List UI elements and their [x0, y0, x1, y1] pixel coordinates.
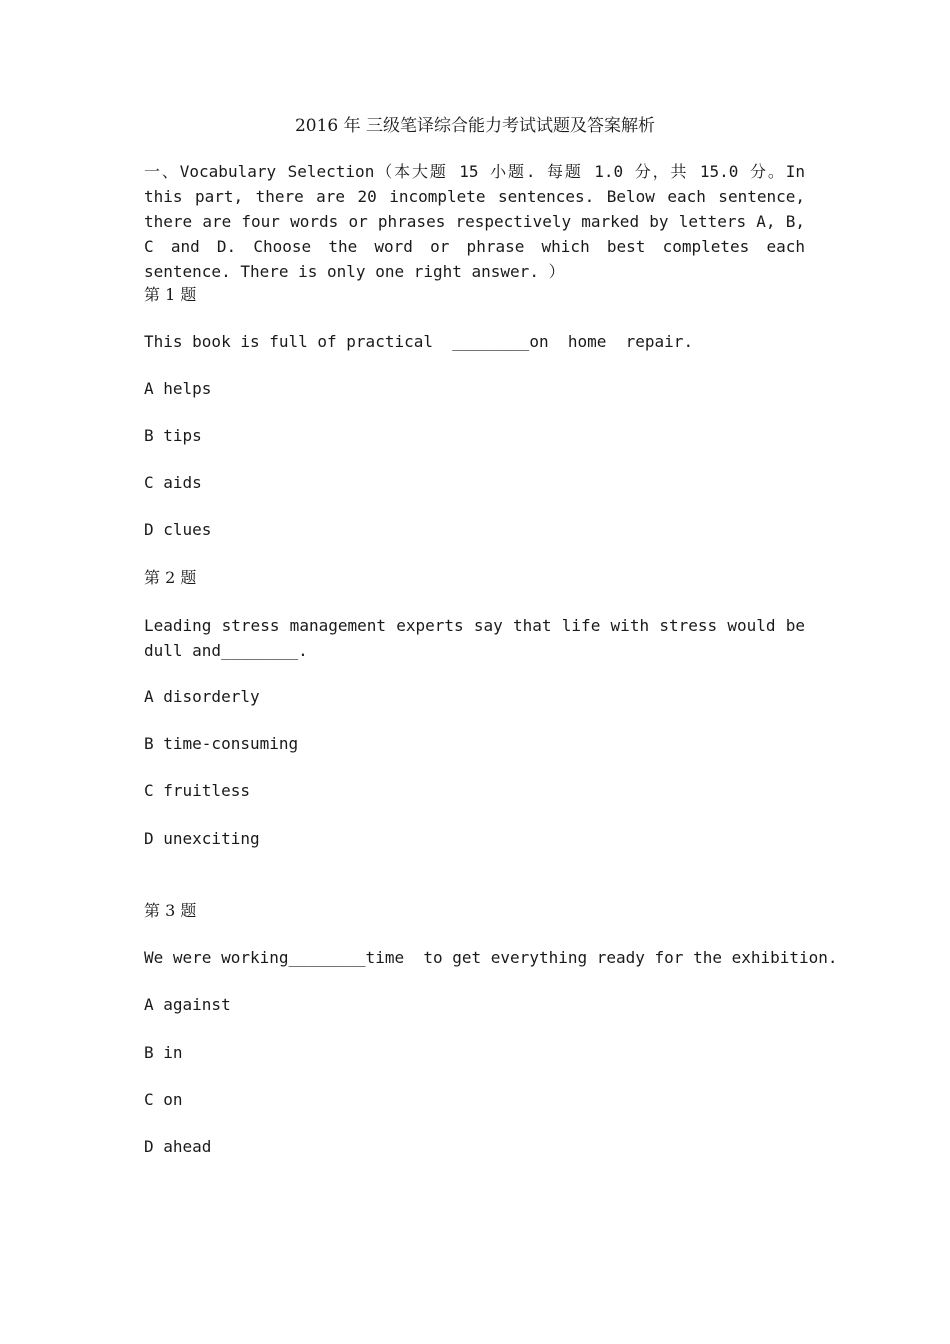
question-2-stem: Leading stress management experts say that life with stress would be dull and________. — [144, 616, 805, 660]
question-3-heading: 第 3 题 — [144, 901, 197, 920]
question-1-stem: This book is full of practical ________on home repair. — [144, 332, 694, 351]
question-1-option-a: A helps — [144, 379, 212, 398]
question-1-heading: 第 1 题 — [144, 285, 197, 304]
document-title: 2016 年 三级笔译综合能力考试试题及答案解析 — [294, 116, 656, 136]
question-3-option-c: C on — [144, 1090, 183, 1109]
question-2-option-b: B time-consuming — [144, 734, 299, 753]
question-2-option-a: A disorderly — [144, 687, 260, 706]
question-3-option-a: A against — [144, 995, 231, 1014]
question-1-option-c: C aids — [144, 473, 202, 492]
question-3-option-b: B in — [144, 1043, 183, 1062]
question-1-option-d: D clues — [144, 520, 212, 539]
question-1-option-b: B tips — [144, 426, 202, 445]
question-2-option-d: D unexciting — [144, 829, 260, 848]
question-3-stem: We were working________time to get everything ready for the exhibition. — [144, 948, 838, 967]
section-intro: 一、Vocabulary Selection（本大题 15 小题. 每题 1.0 分，共 15.0 分。In this part, there are 20 incomplete sentences. Below each sentence, there are four words or phrases respectively marked by letters A, B, C and D. Choose the word or phrase which best completes each sentence. There is only one right answer. ） — [144, 162, 805, 281]
question-3-option-d: D ahead — [144, 1137, 212, 1156]
question-2-option-c: C fruitless — [144, 781, 250, 800]
question-2-heading: 第 2 题 — [144, 568, 197, 587]
